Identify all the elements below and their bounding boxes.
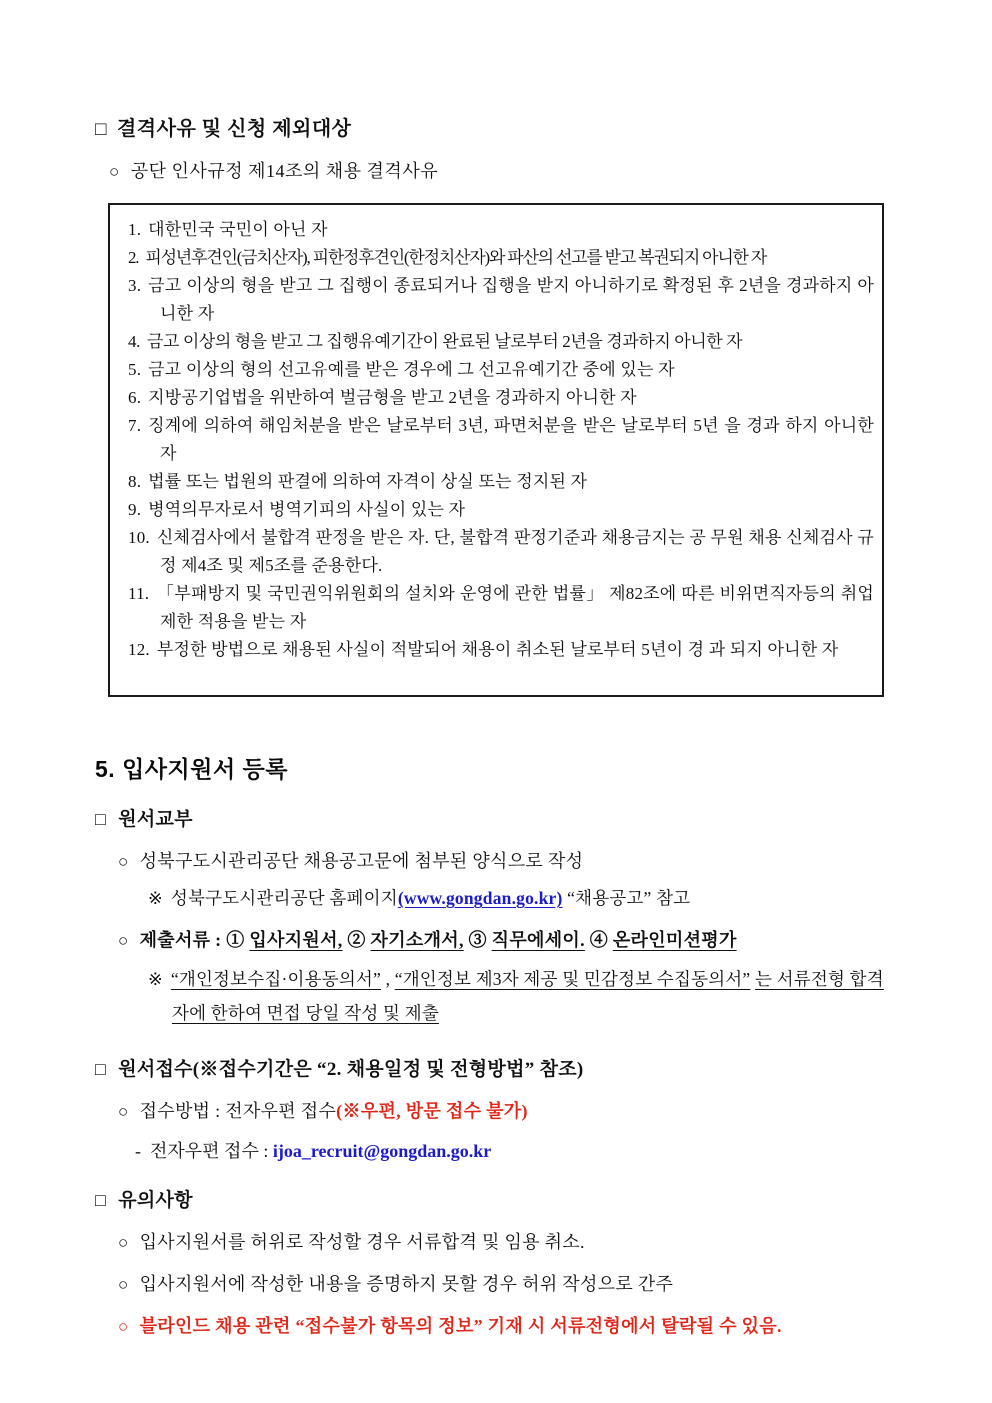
submit-docs-line: ○ 제출서류 : ① 입사지원서, ② 자기소개서, ③ 직무에세이. ④ 온라인미션평가 [118, 930, 737, 950]
disqualification-heading-text: 결격사유 및 신청 제외대상 [116, 118, 352, 140]
list-item: 2. 피성년후견인(금치산자), 피한정후견인(한정치산자)와 파산의 선고를 받고 복권되지 아니한 자 [128, 248, 767, 267]
dash-bullet-icon: - [135, 1141, 141, 1161]
list-item: 11. 「부패방지 및 국민권익위원회의 설치와 운영에 관한 법률」 제82조에 따른 비위면직자등의 취업제한 적용을 받는 자 [128, 584, 874, 631]
circle-bullet-icon: ○ [118, 931, 129, 950]
circle-bullet-icon: ○ [118, 852, 129, 871]
doc-number: ② [342, 930, 371, 950]
disqualification-box [108, 203, 884, 697]
circle-bullet-icon: ○ [118, 1102, 129, 1121]
homepage-link[interactable]: (www.gongdan.go.kr) [397, 888, 563, 908]
doc-name: 직무에세이. [491, 930, 585, 950]
blind-hiring-warning: ○ 블라인드 채용 관련 “접수불가 항목의 정보” 기재 시 서류전형에서 탈락될 수 있음. [118, 1316, 782, 1336]
doc-number: ③ [463, 930, 492, 950]
disqualification-subtitle [95, 157, 888, 183]
section5-title: 입사지원서 등록 [122, 756, 288, 782]
list-item: 5. 금고 이상의 형의 선고유예를 받은 경우에 그 선고유예기간 중에 있는 자 [128, 360, 675, 379]
reference-mark-icon: ※ [148, 969, 163, 989]
no-postal-warning: (※우편, 방문 접수 불가) [336, 1101, 528, 1121]
square-bullet-icon: □ [95, 1190, 107, 1210]
disqualification-subtitle-text: 공단 인사규정 제14조의 채용 결격사유 [130, 161, 439, 181]
doc-name: 입사지원서, [249, 930, 343, 950]
section5-heading [95, 751, 888, 784]
list-item: 4. 금고 이상의 형을 받고 그 집행유예기간이 완료된 날로부터 2년을 경과하지 아니한 자 [128, 332, 743, 351]
notes-item2: ○ 입사지원서에 작성한 내용을 증명하지 못할 경우 허위 작성으로 간주 [118, 1274, 674, 1294]
doc-name: 자기소개서, [370, 930, 464, 950]
notes-item1: ○ 입사지원서를 허위로 작성할 경우 서류합격 및 임용 취소. [118, 1232, 585, 1252]
handout-note1: ※ 성북구도시관리공단 홈페이지(www.gongdan.go.kr) “채용공고” 참고 [148, 888, 691, 908]
reception-heading: □ 원서접수(※접수기간은 “2. 채용일정 및 전형방법” 참조) [95, 1059, 584, 1080]
list-item: 8. 법률 또는 법원의 판결에 의하여 자격이 상실 또는 정지된 자 [128, 472, 588, 491]
disqualification-heading [95, 112, 888, 141]
doc-number: ① [226, 930, 250, 950]
list-item: 9. 병역의무자로서 병역기피의 사실이 있는 자 [128, 500, 466, 519]
reception-method-line: ○ 접수방법 : 전자우편 접수(※우편, 방문 접수 불가) [118, 1101, 528, 1121]
square-bullet-icon: □ [95, 1059, 107, 1079]
doc-name: 온라인미션평가 [612, 930, 737, 950]
square-bullet-icon: □ [95, 119, 107, 140]
handout-line1: ○ 성북구도시관리공단 채용공고문에 첨부된 양식으로 작성 [118, 851, 584, 871]
circle-bullet-icon: ○ [118, 1275, 129, 1294]
section5-number: 5. [95, 756, 116, 782]
privacy-note: ※ “개인정보수집·이용동의서” , “개인정보 제3자 제공 및 민감정보 수집동의서” 는 서류전형 합격자에 한하여 면접 당일 작성 및 제출 [148, 969, 884, 1023]
list-item: 1. 대한민국 국민이 아닌 자 [128, 220, 328, 239]
circle-bullet-icon: ○ [118, 1233, 129, 1252]
list-item: 3. 금고 이상의 형을 받고 그 집행이 종료되거나 집행을 받지 아니하기로 확정된 후 2년을 경과하지 아니한 자 [128, 276, 874, 323]
circle-bullet-icon: ○ [109, 162, 120, 181]
notes-heading: □ 유의사항 [95, 1190, 193, 1211]
list-item: 10. 신체검사에서 불합격 판정을 받은 자. 단, 불합격 판정기준과 채용금지는 공 무원 채용 신체검사 규정 제4조 및 제5조를 준용한다. [128, 528, 874, 575]
square-bullet-icon: □ [95, 809, 107, 829]
recruit-email-link[interactable]: ijoa_recruit@gongdan.go.kr [272, 1141, 492, 1161]
handout-heading: □ 원서교부 [95, 809, 193, 830]
list-item: 7. 징계에 의하여 해임처분을 받은 날로부터 3년, 파면처분을 받은 날로부터 5년 을 경과 하지 아니한 자 [128, 416, 874, 463]
reference-mark-icon: ※ [148, 888, 163, 908]
doc-number: ④ [584, 930, 613, 950]
email-line: - 전자우편 접수 : ijoa_recruit@gongdan.go.kr [135, 1141, 492, 1161]
list-item: 6. 지방공기업법을 위반하여 벌금형을 받고 2년을 경과하지 아니한 자 [128, 388, 637, 407]
circle-bullet-icon: ○ [118, 1317, 129, 1336]
list-item: 12. 부정한 방법으로 채용된 사실이 적발되어 채용이 취소된 날로부터 5년이 경 과 되지 아니한 자 [128, 640, 839, 659]
